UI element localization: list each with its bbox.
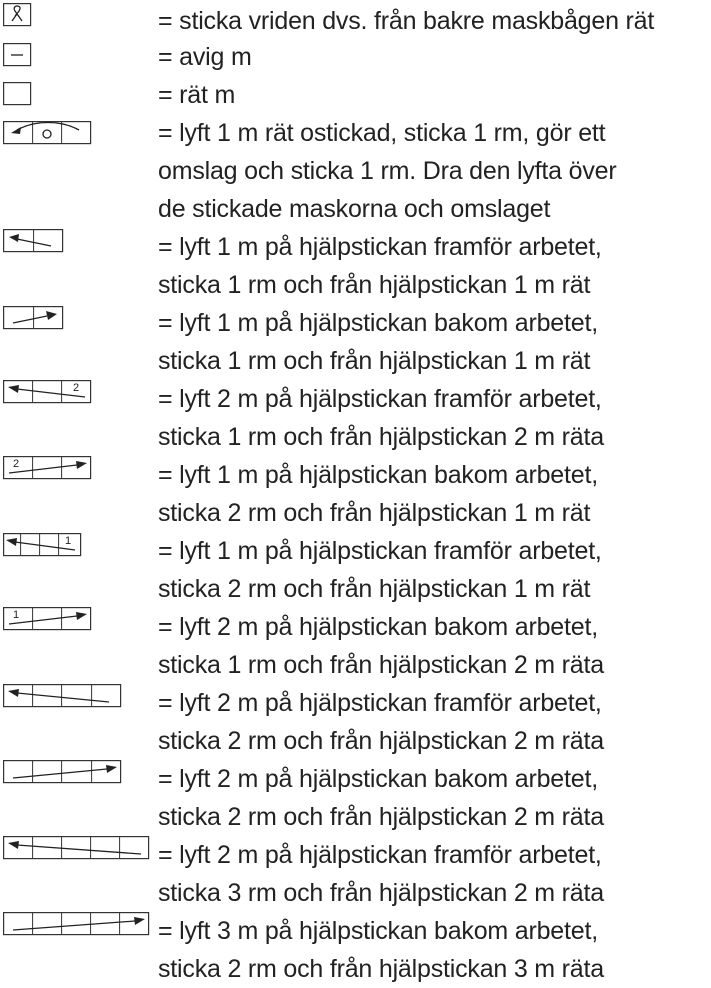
legend-text-cross-1-2-back: = lyft 1 m på hjälpstickan bakom arbetet, sticka 2 rm och från hjälpstickan 1 m rät xyxy=(158,461,598,527)
cross-2-1-front-symbol xyxy=(3,380,93,406)
cross-1-1-front-symbol xyxy=(3,229,65,255)
cross-1-2-back-label: 2 xyxy=(13,458,20,470)
cross-2-1-back-label: 1 xyxy=(13,609,20,621)
cross-2-2-front-symbol xyxy=(3,684,123,710)
legend-text-slip-yo-pass-over: = lyft 1 m rät ostickad, sticka 1 rm, gör ett omslag och sticka 1 rm. Dra den lyfta över de stickade maskorna och omslaget xyxy=(158,119,617,223)
legend-text-cross-2-2-front: = lyft 2 m på hjälpstickan framför arbetet, sticka 2 rm och från hjälpstickan 2 m räta xyxy=(158,689,604,755)
legend-text-cross-2-1-back: = lyft 2 m på hjälpstickan bakom arbetet, sticka 1 rm och från hjälpstickan 2 m räta xyxy=(158,613,604,679)
legend-text-cross-2-3-front: = lyft 2 m på hjälpstickan framför arbetet, sticka 3 rm och från hjälpstickan 2 m räta xyxy=(158,841,604,907)
legend-text-cross-3-2-back: = lyft 3 m på hjälpstickan bakom arbetet, sticka 2 rm och från hjälpstickan 3 m räta xyxy=(158,917,604,983)
legend-text-cross-2-1-front: = lyft 2 m på hjälpstickan framför arbetet, sticka 1 rm och från hjälpstickan 2 m räta xyxy=(158,385,604,451)
legend-text-cross-1-1-back: = lyft 1 m på hjälpstickan bakom arbetet, sticka 1 rm och från hjälpstickan 1 m rät xyxy=(158,309,598,375)
legend-text-purl: = avig m xyxy=(158,43,252,71)
knit-symbol xyxy=(3,82,33,106)
cross-1-1-back-symbol xyxy=(3,306,65,332)
legend-text-twisted-knit: = sticka vriden dvs. från bakre maskbågen rät xyxy=(158,7,655,35)
cross-1-2-front-label: 1 xyxy=(65,535,72,547)
legend-text-knit: = rät m xyxy=(158,81,236,109)
legend-text-cross-2-2-back: = lyft 2 m på hjälpstickan bakom arbetet, sticka 2 rm och från hjälpstickan 2 m räta xyxy=(158,765,604,831)
cross-2-1-front-label: 2 xyxy=(73,382,80,394)
cross-2-2-back-symbol xyxy=(3,760,123,786)
legend-text-cross-1-2-front: = lyft 1 m på hjälpstickan framför arbetet, sticka 2 rm och från hjälpstickan 1 m rät xyxy=(158,537,602,603)
twisted-knit-symbol xyxy=(3,3,33,27)
slip-yo-pass-over-symbol xyxy=(3,119,93,145)
cross-1-2-back-symbol xyxy=(3,456,93,482)
cross-2-3-front-symbol xyxy=(3,836,153,862)
cross-1-2-front-symbol xyxy=(3,533,83,559)
cross-3-2-back-symbol xyxy=(3,912,153,938)
purl-symbol xyxy=(3,43,33,67)
legend-text-cross-1-1-front: = lyft 1 m på hjälpstickan framför arbetet, sticka 1 rm och från hjälpstickan 1 m rät xyxy=(158,233,602,299)
cross-2-1-back-symbol xyxy=(3,607,93,633)
